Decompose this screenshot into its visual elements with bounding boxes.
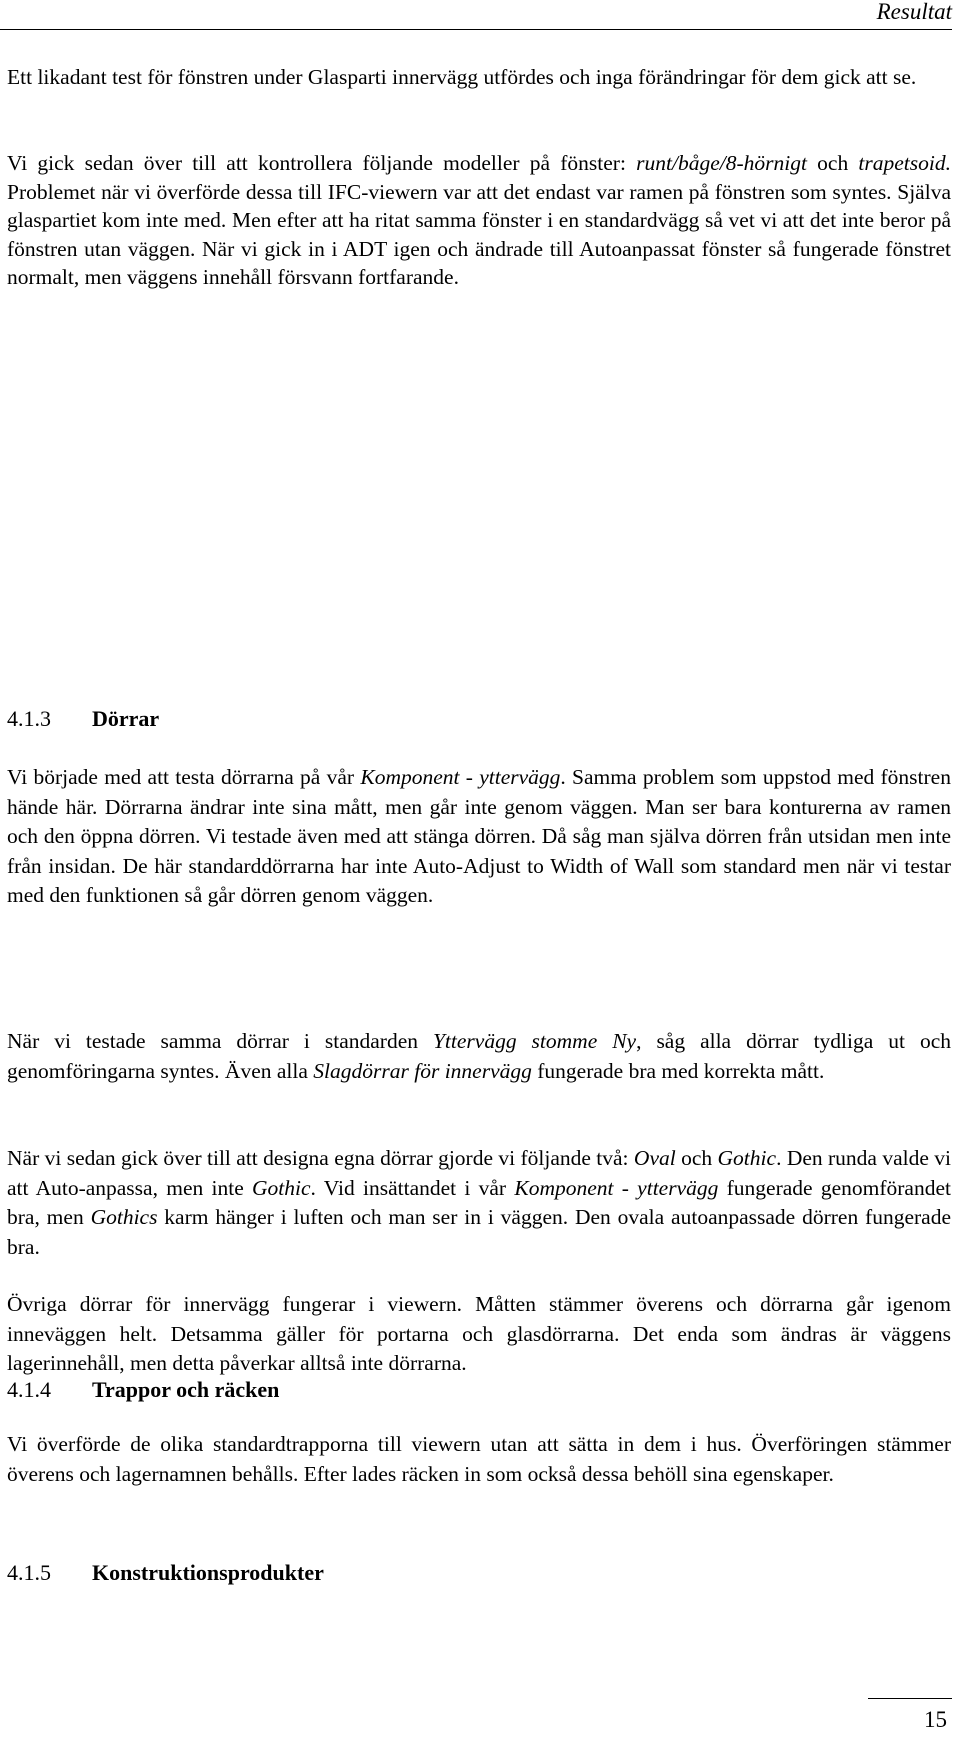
section-heading-4-1-4-real [7,1377,280,1403]
section-heading-4-1-3 [7,706,160,732]
paragraph-yttervagg: När vi testade samma dörrar i standarden Yttervägg stomme Ny, såg alla dörrar tydliga ut och genomföringarna syntes. Även alla Slagdörrar för innervägg fungerade bra med korrekta mått. [7,1029,951,1083]
paragraph-window-models: Vi gick sedan över till att kontrollera följande modeller på fönster: runt/båge/8-hörnigt och trapetsoid. Problemet när vi överförde dessa till IFC-viewern var att det endast var ramen på fönstren som syntes. Själva glaspartiet kom inte med. Men efter att ha ritat samma fönster i en standardvägg så vet vi att det inte beror på fönstren utan väggen. När vi gick in i ADT igen och ändrade till Autoanpassat fönster så fungerade fönstret normalt, men väggens innehåll försvann fortfarande. [7,151,951,290]
section-number: 4.1.4 [7,1377,51,1402]
footer-rule [868,1698,952,1699]
section-number: 4.1.3 [7,706,51,731]
paragraph-other-doors: Övriga dörrar för innervägg fungerar i viewern. Måtten stämmer överens och dörrarna går igenom inneväggen helt. Detsamma gäller för portarna och glasdörrarna. Det enda som ändras är väggens lagerinnehåll, men detta påverkar alltså inte dörrarna. [7,1292,951,1375]
header-title: Resultat [876,0,952,24]
section-title: Trappor och räcken [92,1377,280,1402]
paragraph-stairs: Vi överförde de olika standardtrapporna till viewern utan att sätta in dem i hus. Överföringen stämmer överens och lagernamnen behålls. Efter lades räcken in som också dessa behöll sina egenskaper. [7,1432,951,1486]
header-rule [0,29,952,30]
running-header [0,0,952,22]
paragraph-doors-test: Vi började med att testa dörrarna på vår Komponent - yttervägg. Samma problem som uppstod med fönstren hände här. Dörrarna ändrar inte sina mått, men går inte genom väggen. Man ser bara konturerna av ramen och den öppna dörren. Vi testade även med att stänga dörren. Då såg man själva dörren från utsidan men inte från insidan. De här standarddörrarna har inte Auto-Adjust to Width of Wall som standard men när vi testar med den funktionen så går dörren genom väggen. [7,765,951,907]
section-title: Konstruktionsprodukter [92,1560,324,1585]
paragraph-custom-doors: När vi sedan gick över till att designa egna dörrar gjorde vi följande två: Oval och Gothic. Den runda valde vi att Auto-anpassa, men inte Gothic. Vid insättandet i vår Komponent - yttervägg fungerade genomförandet bra, men Gothics karm hänger i luften och man ser in i väggen. Den ovala autoanpassade dörren fungerade bra. [7,1146,952,1259]
page-number: 15 [924,1707,947,1732]
paragraph-glasparti: Ett likadant test för fönstren under Glasparti innervägg utfördes och inga förändringar för dem gick att se. [7,65,917,89]
section-heading-4-1-5 [7,1560,324,1586]
section-number: 4.1.5 [7,1560,51,1585]
section-title: Dörrar [92,706,160,731]
